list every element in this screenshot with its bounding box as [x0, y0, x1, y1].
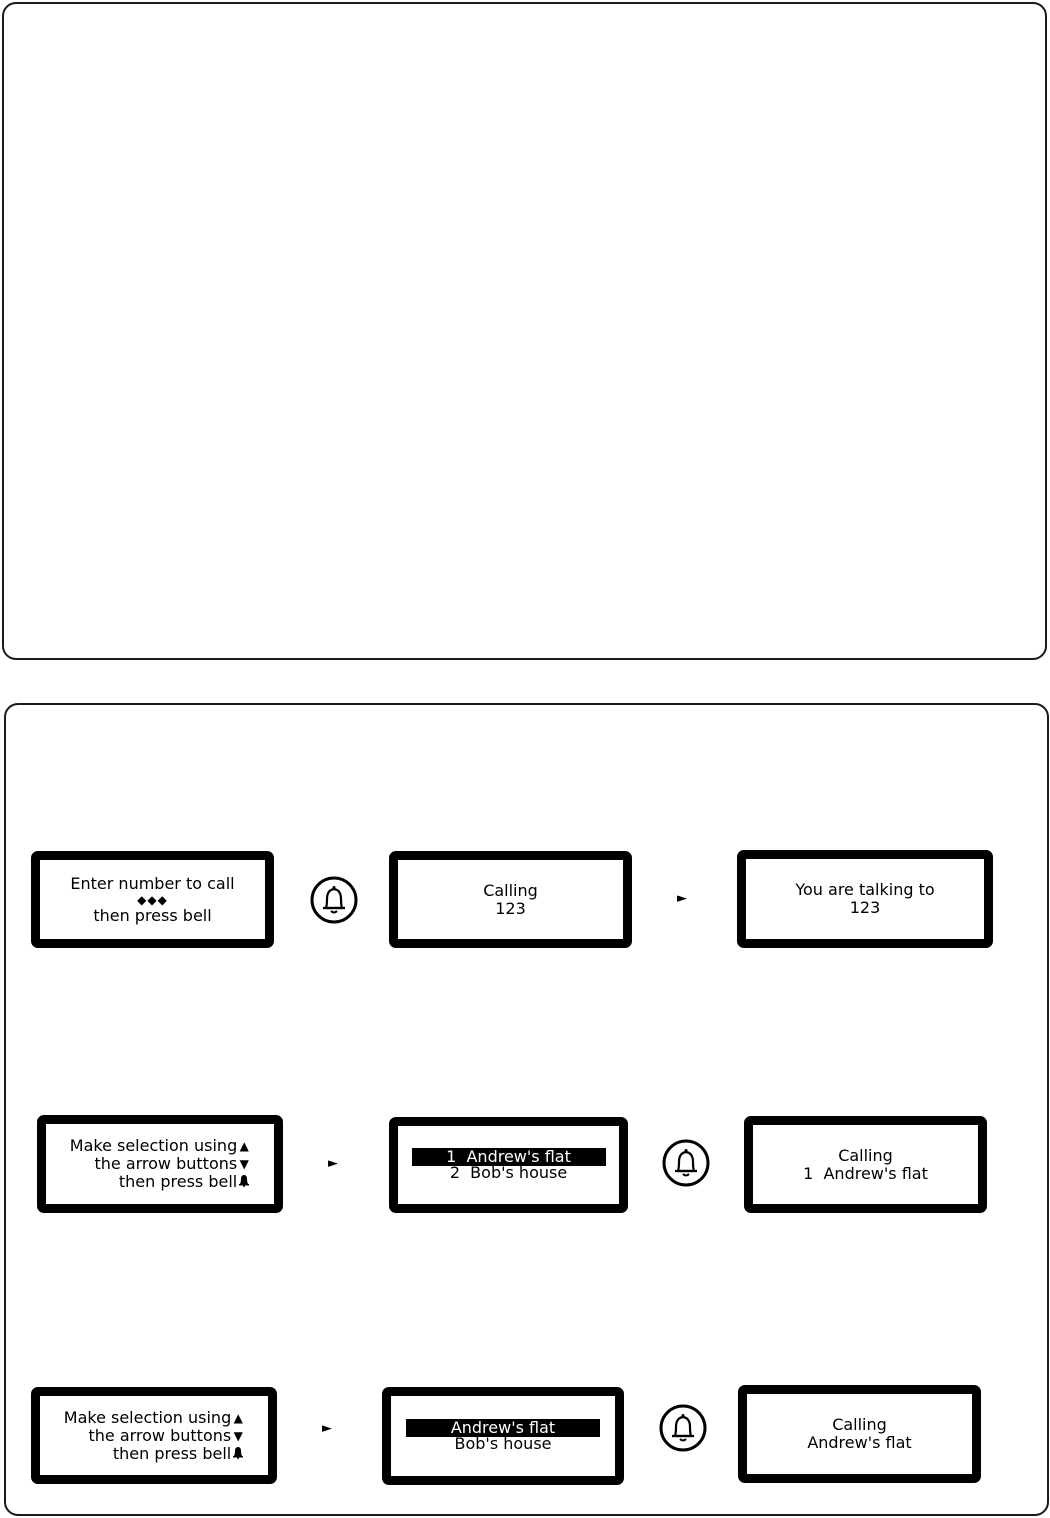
lcd-directory-numbered — [389, 1117, 628, 1213]
lcd-enter-number — [31, 851, 274, 948]
lcd-line: then press bell — [112, 1443, 232, 1463]
lcd-line: the arrow buttons — [94, 1154, 238, 1173]
arrow-down-icon: ▼ — [239, 1157, 249, 1171]
menu-item: Bob's house — [454, 1434, 552, 1453]
lcd-calling-numbered — [744, 1116, 987, 1213]
lcd-make-selection — [37, 1115, 283, 1213]
arrow-right-icon: ► — [677, 891, 687, 906]
lcd-line: You are talking to — [795, 880, 935, 899]
bell-icon — [232, 1445, 244, 1463]
lcd-line: 123 — [849, 898, 881, 917]
entry-dots: ◆◆◆ — [137, 892, 168, 907]
lcd-line: 123 — [495, 898, 526, 918]
lcd-line: Calling — [838, 1145, 893, 1165]
menu-item-selected: Andrew's flat — [406, 1419, 600, 1437]
bell-icon — [238, 1173, 250, 1191]
selection-icons — [232, 1409, 244, 1463]
lcd-line: Calling — [483, 880, 538, 900]
lcd-directory-names — [382, 1387, 624, 1485]
menu-item-selected: 1 Andrew's flat — [412, 1148, 606, 1166]
lcd-calling-name — [738, 1385, 981, 1483]
lcd-calling-number — [389, 851, 632, 948]
lcd-line: Make selection using — [69, 1136, 238, 1155]
arrow-up-icon: ▲ — [233, 1410, 243, 1425]
selection-text — [64, 1409, 231, 1463]
bell-button-icon[interactable] — [659, 1404, 707, 1452]
lcd-line: Enter number to call — [70, 873, 235, 893]
arrow-right-icon: ► — [328, 1156, 338, 1171]
bell-button-icon[interactable] — [662, 1139, 710, 1187]
top-panel — [2, 2, 1047, 660]
menu-item: 2 Bob's house — [449, 1163, 568, 1182]
arrow-down-icon: ▼ — [233, 1428, 243, 1443]
lcd-line: then press bell — [118, 1172, 238, 1191]
arrow-up-icon: ▲ — [239, 1139, 249, 1153]
lcd-line: Calling — [832, 1415, 887, 1434]
selection-prompt — [70, 1137, 250, 1191]
selection-prompt — [64, 1409, 244, 1463]
selection-icons — [238, 1137, 250, 1191]
lcd-line: Make selection using — [63, 1407, 232, 1427]
lcd-line: Andrew's flat — [807, 1433, 912, 1452]
arrow-right-icon: ► — [322, 1421, 332, 1436]
bell-button-icon[interactable] — [310, 876, 358, 924]
lcd-line: the arrow buttons — [88, 1425, 232, 1445]
selection-text — [70, 1137, 237, 1191]
lcd-line: then press bell — [93, 905, 212, 925]
lcd-make-selection — [31, 1387, 277, 1484]
lcd-line: 1 Andrew's flat — [803, 1163, 928, 1183]
lcd-talking-to — [737, 850, 993, 948]
